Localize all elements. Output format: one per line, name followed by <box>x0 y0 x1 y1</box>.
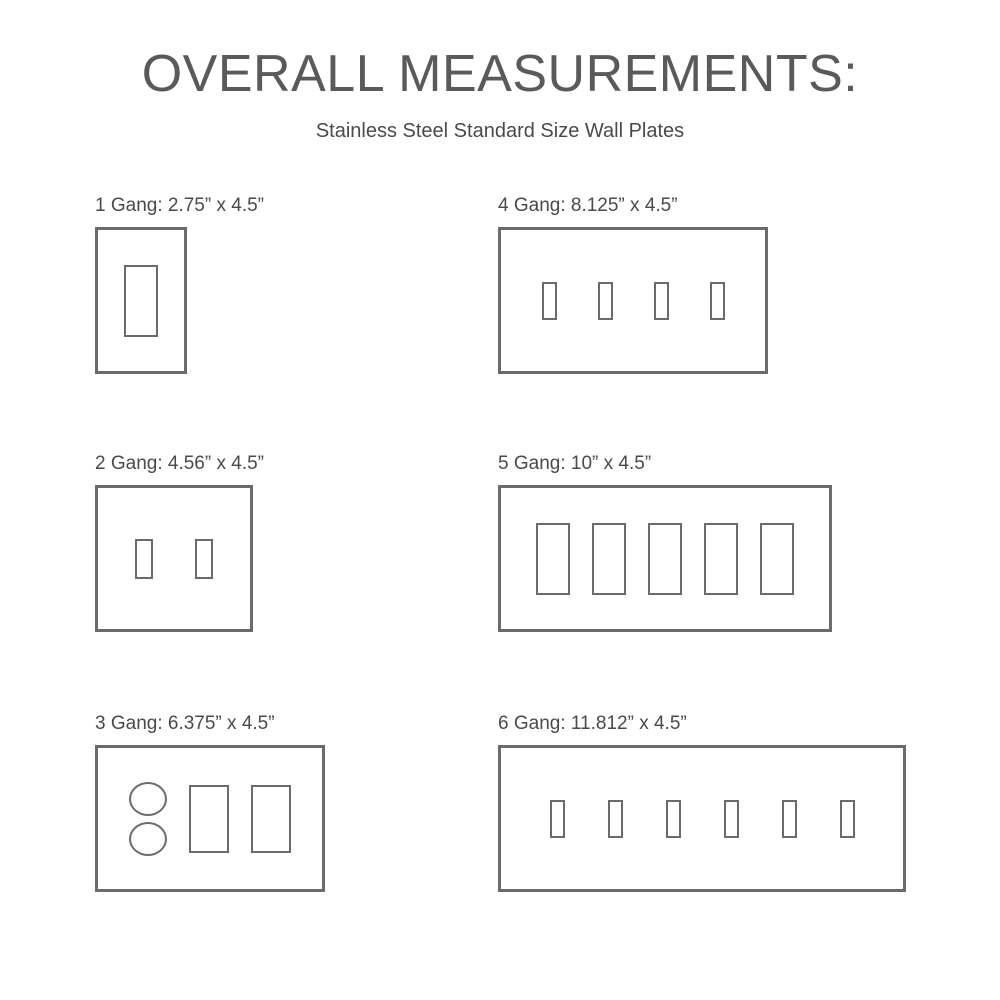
plate-gang-5 <box>498 453 832 632</box>
toggle-opening <box>598 282 613 320</box>
plate-openings-gang-6 <box>550 800 855 838</box>
toggle-opening <box>124 265 158 337</box>
plate-openings-gang-3 <box>129 782 291 856</box>
plate-openings-gang-1 <box>124 265 158 337</box>
toggle-opening <box>592 523 626 595</box>
page-subtitle: Stainless Steel Standard Size Wall Plates <box>315 120 685 142</box>
plate-outline-gang-1 <box>95 227 187 374</box>
toggle-opening <box>195 539 213 579</box>
plate-label-gang-2: 2 Gang: 4.56” x 4.5” <box>95 453 264 474</box>
plate-outline-gang-4 <box>498 227 768 374</box>
outlet-opening-bottom <box>129 822 167 856</box>
toggle-opening <box>550 800 565 838</box>
toggle-opening <box>724 800 739 838</box>
toggle-opening <box>654 282 669 320</box>
toggle-opening <box>710 282 725 320</box>
toggle-opening <box>189 785 229 853</box>
toggle-opening <box>542 282 557 320</box>
toggle-opening <box>840 800 855 838</box>
plate-label-gang-3: 3 Gang: 6.375” x 4.5” <box>95 713 275 734</box>
plate-openings-gang-5 <box>536 523 794 595</box>
plate-label-gang-5: 5 Gang: 10” x 4.5” <box>498 453 652 474</box>
plate-gang-2 <box>95 453 264 632</box>
plate-label-gang-6: 6 Gang: 11.812” x 4.5” <box>498 713 687 734</box>
plate-outline-gang-6 <box>498 745 906 892</box>
toggle-opening <box>782 800 797 838</box>
toggle-opening <box>536 523 570 595</box>
duplex-outlet-opening <box>129 782 167 856</box>
toggle-opening <box>666 800 681 838</box>
plate-openings-gang-2 <box>135 539 213 579</box>
toggle-opening <box>760 523 794 595</box>
toggle-opening <box>135 539 153 579</box>
toggle-opening <box>251 785 291 853</box>
plate-label-gang-4: 4 Gang: 8.125” x 4.5” <box>498 195 678 216</box>
plate-outline-gang-3 <box>95 745 325 892</box>
toggle-opening <box>608 800 623 838</box>
plate-outline-gang-2 <box>95 485 253 632</box>
plate-outline-gang-5 <box>498 485 832 632</box>
toggle-opening <box>704 523 738 595</box>
toggle-opening <box>648 523 682 595</box>
plate-gang-4 <box>498 195 768 374</box>
page-title: OVERALL MEASUREMENTS: <box>141 45 859 103</box>
plate-gang-3 <box>95 713 325 892</box>
plate-gang-6 <box>498 713 906 892</box>
plate-label-gang-1: 1 Gang: 2.75” x 4.5” <box>95 195 264 216</box>
outlet-opening-top <box>129 782 167 816</box>
plate-gang-1 <box>95 195 264 374</box>
plate-openings-gang-4 <box>542 282 725 320</box>
